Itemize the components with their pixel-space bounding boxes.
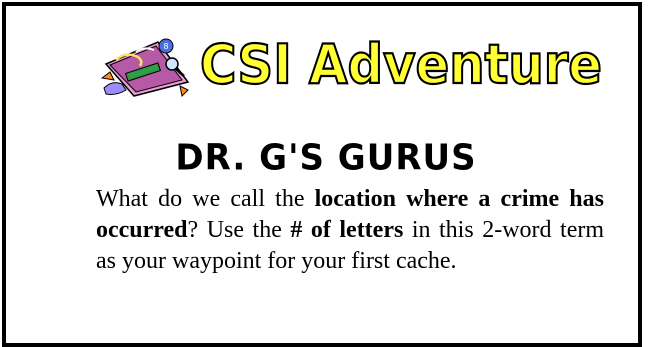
subtitle: DR. G'S GURUS bbox=[175, 137, 477, 179]
title-banner bbox=[94, 26, 604, 101]
question-text bbox=[96, 184, 604, 277]
question-emphasis-2: # of letters bbox=[290, 217, 404, 243]
crime-scene-clipart-icon bbox=[96, 34, 196, 100]
question-emphasis-1: location where a crime has occurred bbox=[96, 186, 604, 243]
question-part-2: ? Use the bbox=[187, 217, 291, 243]
banner-title bbox=[198, 26, 608, 101]
question-part-1: What do we call the bbox=[96, 186, 315, 212]
question-part-3: in this 2-word term as your waypoint for your first cache. bbox=[96, 217, 605, 274]
banner-title-text: CSI Adventure bbox=[200, 33, 602, 96]
page-frame bbox=[2, 2, 642, 347]
svg-text:8: 8 bbox=[163, 42, 169, 51]
